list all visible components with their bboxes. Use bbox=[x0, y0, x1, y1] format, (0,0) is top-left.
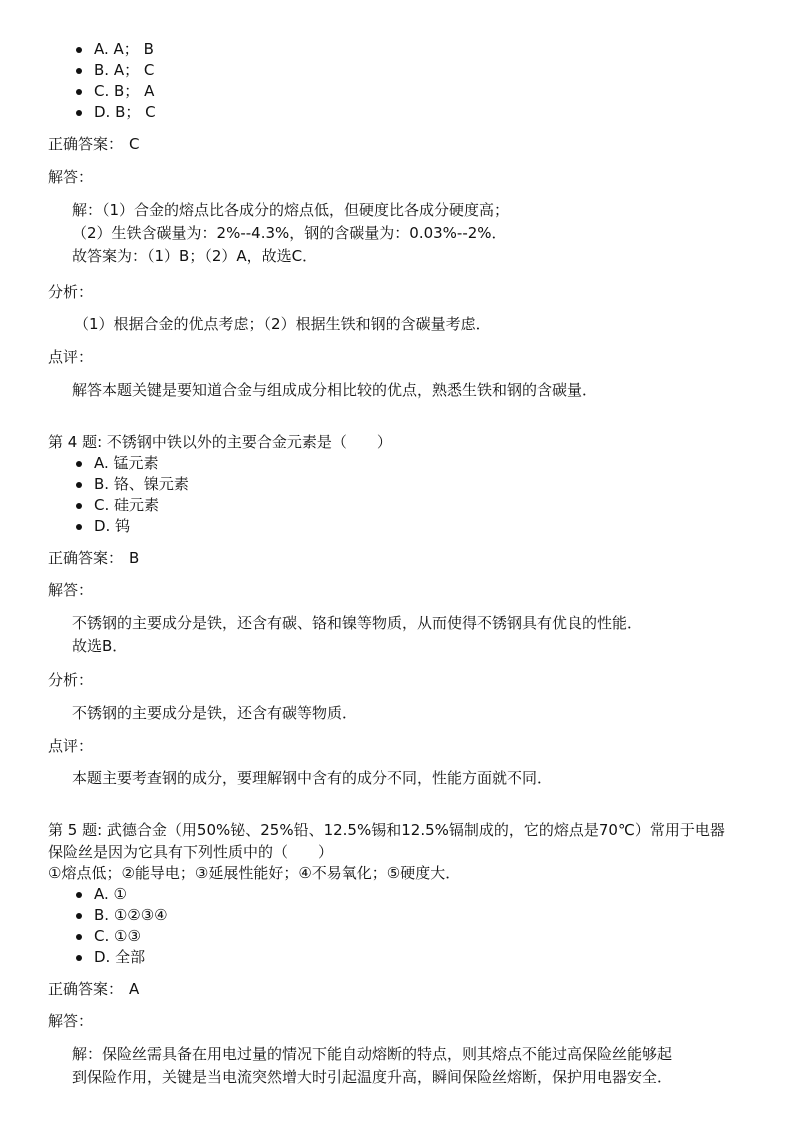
bullet-icon bbox=[76, 892, 82, 898]
q4-option-b: B. 铬、镍元素 bbox=[72, 474, 189, 495]
q3-option-b: B. A； C bbox=[72, 60, 156, 81]
q5-option-d: D. 全部 bbox=[72, 947, 168, 968]
q4-question: 第 4 题: 不锈钢中铁以外的主要合金元素是（ ） bbox=[48, 433, 392, 451]
bullet-icon bbox=[76, 503, 82, 509]
q5-question-line-1: 第 5 题: 武德合金（用50%铋、25%铅、12.5%锡和12.5%镉制成的，它的熔点是70℃）常用于电器 bbox=[48, 821, 725, 839]
q3-option-a: A. A； B bbox=[72, 39, 156, 60]
q3-option-d: D. B； C bbox=[72, 102, 156, 123]
bullet-icon bbox=[76, 461, 82, 467]
bullet-icon bbox=[76, 934, 82, 940]
bullet-icon bbox=[76, 955, 82, 961]
q5-question-line-2: 保险丝是因为它具有下列性质中的（ ） bbox=[48, 843, 334, 861]
q5-option-b: B. ①②③④ bbox=[72, 905, 168, 926]
q4-analysis-label: 分析： bbox=[48, 671, 94, 689]
q3-option-c: C. B； A bbox=[72, 81, 156, 102]
q5-answer-row bbox=[48, 979, 139, 1000]
q4-comment-label: 点评： bbox=[48, 737, 94, 755]
q3-comment-text: 解答本题关键是要知道合金与组成成分相比较的优点，熟悉生铁和钢的含碳量． bbox=[72, 381, 598, 399]
q3-options-list bbox=[72, 39, 156, 123]
q4-analysis-text: 不锈钢的主要成分是铁，还含有碳等物质． bbox=[72, 704, 358, 722]
q4-option-a: A. 锰元素 bbox=[72, 453, 189, 474]
q3-solution-label: 解答： bbox=[48, 168, 94, 186]
q5-answer-label: 正确答案： bbox=[48, 980, 124, 998]
q3-answer-value: C bbox=[129, 135, 140, 153]
q3-analysis-text: （1）根据合金的优点考虑；（2）根据生铁和钢的含碳量考虑． bbox=[74, 315, 491, 333]
q4-option-c: C. 硅元素 bbox=[72, 495, 189, 516]
q3-answer-label: 正确答案： bbox=[48, 135, 124, 153]
q3-solution-line-3: 故答案为：（1）B；（2）A，故选C． bbox=[72, 247, 318, 265]
bullet-icon bbox=[76, 913, 82, 919]
bullet-icon bbox=[76, 482, 82, 488]
q3-analysis-label: 分析： bbox=[48, 283, 94, 301]
q4-solution-label: 解答： bbox=[48, 581, 94, 599]
q3-solution-line-1: 解：（1）合金的熔点比各成分的熔点低，但硬度比各成分硬度高； bbox=[72, 201, 510, 219]
q4-answer-row bbox=[48, 548, 139, 569]
q5-solution-line-1: 解：保险丝需具备在用电过量的情况下能自动熔断的特点，则其熔点不能过高保险丝能够起 bbox=[72, 1045, 673, 1063]
q5-solution-label: 解答： bbox=[48, 1012, 94, 1030]
q3-comment-label: 点评： bbox=[48, 348, 94, 366]
q4-solution-line-2: 故选B． bbox=[72, 637, 128, 655]
bullet-icon bbox=[76, 524, 82, 530]
q4-answer-label: 正确答案： bbox=[48, 549, 124, 567]
bullet-icon bbox=[76, 89, 82, 95]
q4-answer-value: B bbox=[129, 549, 140, 567]
q4-comment-text: 本题主要考查钢的成分，要理解钢中含有的成分不同，性能方面就不同． bbox=[72, 769, 553, 787]
q5-option-c: C. ①③ bbox=[72, 926, 168, 947]
q5-option-a: A. ① bbox=[72, 884, 168, 905]
q3-solution-line-2: （2）生铁含碳量为：2%--4.3%，钢的含碳量为：0.03%--2%． bbox=[72, 224, 507, 242]
bullet-icon bbox=[76, 68, 82, 74]
q5-properties: ①熔点低；②能导电；③延展性能好；④不易氧化；⑤硬度大． bbox=[48, 864, 461, 882]
q4-options-list bbox=[72, 453, 189, 537]
q5-options-list bbox=[72, 884, 168, 968]
q4-solution-line-1: 不锈钢的主要成分是铁，还含有碳、铬和镍等物质，从而使得不锈钢具有优良的性能． bbox=[72, 614, 643, 632]
q4-option-d: D. 钨 bbox=[72, 516, 189, 537]
bullet-icon bbox=[76, 110, 82, 116]
q5-solution-line-2: 到保险作用，关键是当电流突然增大时引起温度升高，瞬间保险丝熔断，保护用电器安全． bbox=[72, 1068, 673, 1086]
q3-answer-row bbox=[48, 134, 140, 155]
bullet-icon bbox=[76, 47, 82, 53]
q5-answer-value: A bbox=[129, 980, 140, 998]
